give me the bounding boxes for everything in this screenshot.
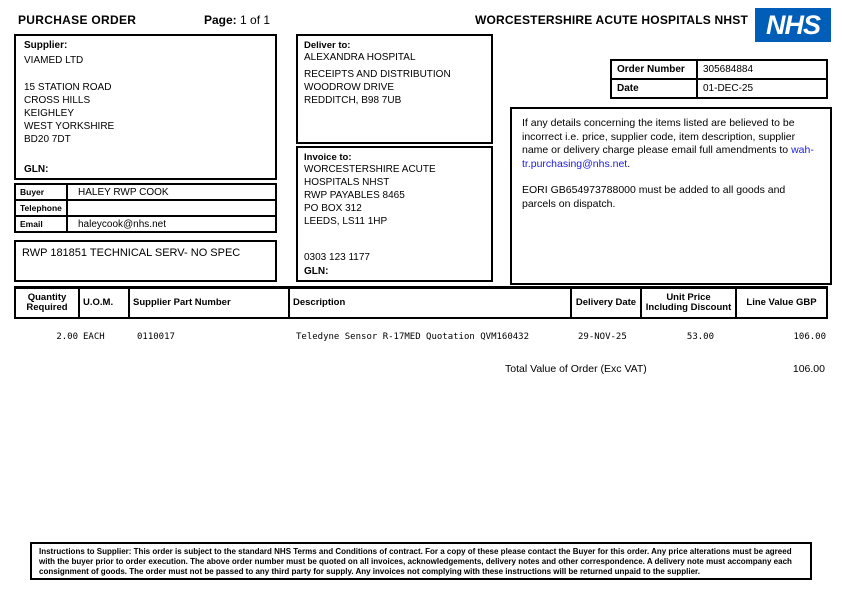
invoice-phone: 0303 123 1177 [304,252,370,263]
page-counter [204,13,270,27]
items-table-header [14,286,828,319]
col-header-part-number: Supplier Part Number [130,289,290,319]
item-part-number: 0110017 [137,332,175,342]
deliver-to-box [296,34,493,144]
total-value: 106.00 [792,363,825,375]
buyer-email-link[interactable]: haleycook@nhs.net [67,216,276,232]
email-label: Email [15,216,67,232]
col-header-delivery-date: Delivery Date [572,289,642,319]
order-number-label: Order Number [611,60,697,79]
supplier-address-line: WEST YORKSHIRE [24,121,115,132]
notice-paragraph-1 [522,117,820,171]
invoice-to-line: PO BOX 312 [304,203,362,214]
supplier-label: Supplier: [24,40,68,51]
notice-paragraph-2: EORI GB654973788000 must be added to all goods and parcels on dispatch. [522,184,786,210]
invoice-gln-label: GLN: [304,266,329,277]
supplier-box [14,34,277,180]
col-header-line-value: Line Value GBP [737,289,828,319]
invoice-to-line: WORCESTERSHIRE ACUTE HOSPITALS NHST [304,164,436,188]
page-value: 1 of 1 [240,13,271,27]
item-delivery-date: 29-NOV-25 [578,332,627,342]
requisition-box [14,240,277,282]
col-header-quantity: Quantity Required [14,289,80,319]
deliver-to-name: ALEXANDRA HOSPITAL [304,52,416,63]
item-line-value: 106.00 [793,332,826,342]
table-row [611,60,827,79]
supplier-address-line: CROSS HILLS [24,95,91,106]
page-title: PURCHASE ORDER [18,13,137,27]
table-row [15,200,276,216]
order-number-value: 305684884 [697,60,827,79]
col-header-description: Description [290,289,572,319]
table-row [15,184,276,200]
col-header-unit-price: Unit Price Including Discount [642,289,737,319]
item-quantity: 2.00 [56,332,78,342]
notice-text-after-email: . [627,157,631,170]
nhs-logo: NHS [755,8,831,42]
supplier-instructions-box [30,542,812,580]
organisation-name: WORCESTERSHIRE ACUTE HOSPITALS NHST [474,13,748,27]
deliver-to-line: RECEIPTS AND DISTRIBUTION [304,69,451,80]
buyer-label: Buyer [15,184,67,200]
supplier-address-line: KEIGHLEY [24,108,75,119]
page-label: Page: [204,13,237,27]
telephone-value [67,200,276,216]
item-unit-price: 53.00 [686,332,714,342]
table-row [611,79,827,98]
purchasing-email-link[interactable]: wah-tr.purchasing@nhs.net [522,144,814,170]
order-info-table [610,59,828,99]
invoice-to-line: RWP PAYABLES 8465 [304,190,405,201]
deliver-to-line: REDDITCH, B98 7UB [304,95,402,106]
table-row [15,216,276,232]
item-row [14,332,828,342]
buyer-value: HALEY RWP COOK [67,184,276,200]
col-header-uom: U.O.M. [80,289,130,319]
telephone-label: Telephone [15,200,67,216]
deliver-to-label: Deliver to: [304,40,351,51]
item-uom: EACH [83,332,105,342]
notice-text-before-email: If any details concerning the items listed are believed to be incorrect i.e. price, supplier code, item description, supplier name or delivery charge please email full amendments to [522,117,796,156]
total-label: Total Value of Order (Exc VAT) [505,363,647,375]
invoice-to-box [296,146,493,282]
supplier-address-line: BD20 7DT [24,134,71,145]
buyer-table [14,183,277,233]
order-date-value: 01-DEC-25 [697,79,827,98]
invoice-to-label: Invoice to: [304,152,352,163]
supplier-gln-label: GLN: [24,164,49,175]
supplier-address-line: 15 STATION ROAD [24,82,112,93]
item-description: Teledyne Sensor R-17MED Quotation QVM160432 [296,332,529,342]
order-date-label: Date [611,79,697,98]
invoice-to-line: LEEDS, LS11 1HP [304,216,388,227]
supplier-name: VIAMED LTD [24,55,84,66]
amendments-notice-box [510,107,832,285]
deliver-to-line: WOODROW DRIVE [304,82,394,93]
requisition-text: RWP 181851 TECHNICAL SERV- NO SPEC [22,247,241,259]
supplier-instructions-text: Instructions to Supplier: This order is subject to the standard NHS Terms and Conditions of contract. For a copy of these please contact the Buyer for this order. Any price alterations must be agreed with the buyer prior to order execution. The above order number must be quoted on all invoices, acknowledgements, delivery notes and other correspondence. A delivery note must accompany each consignment of goods. The order must not be passed to any third party for supply. Any invoices not complying with these instructions will be returned unpaid to the supplier. [39,547,792,576]
